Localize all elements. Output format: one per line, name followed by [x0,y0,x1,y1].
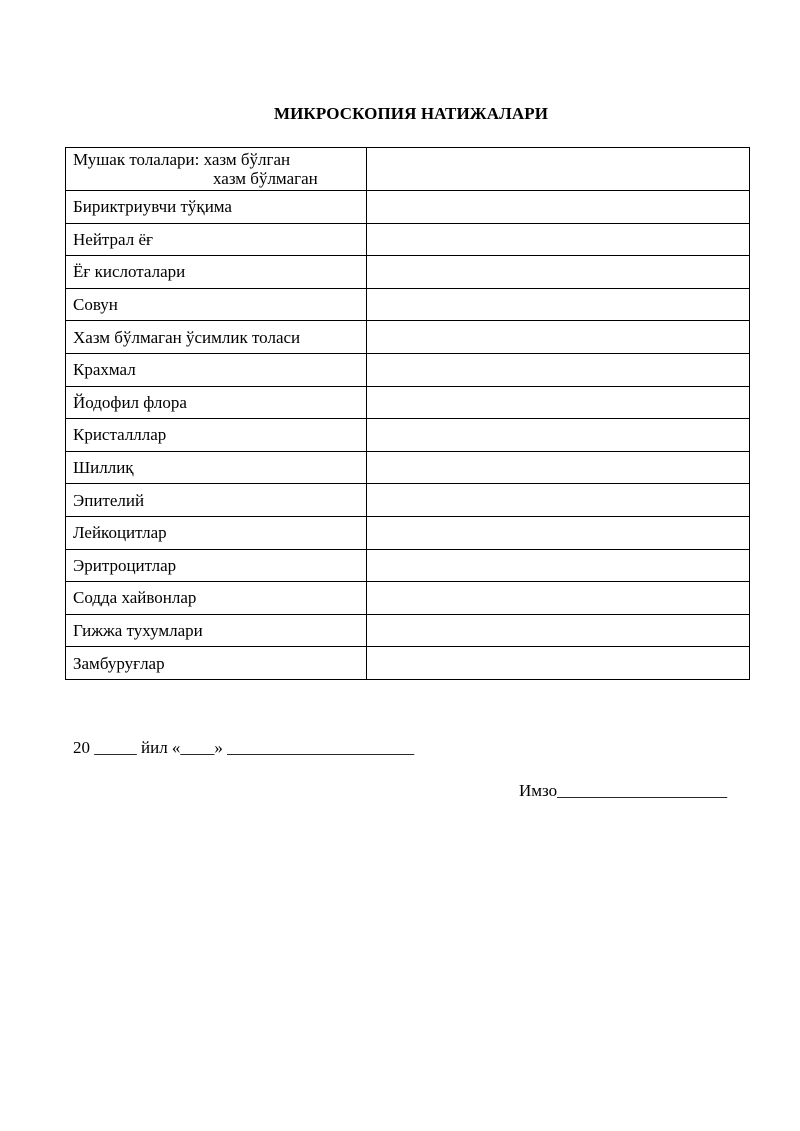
table-row [66,484,750,517]
row-value-field[interactable] [367,451,750,484]
row-value-field[interactable] [367,614,750,647]
table-row [66,353,750,386]
table-row [66,288,750,321]
row-value-field[interactable] [367,419,750,452]
date-line: 20 _____ йил «____» ______________________ [73,738,415,757]
row-label: Эпителий [66,484,367,517]
row-value-field[interactable] [367,647,750,680]
row-value-field[interactable] [367,321,750,354]
row-label: Гижжа тухумлари [66,614,367,647]
row-value-field[interactable] [367,288,750,321]
table-row [66,614,750,647]
row-value-field[interactable] [367,516,750,549]
table-row [66,582,750,615]
row-value-field[interactable] [367,256,750,289]
microscopy-results-table [65,147,750,680]
table-row [66,516,750,549]
row-label: Замбуруғлар [66,647,367,680]
row-label: Йодофил флора [66,386,367,419]
row-value-field[interactable] [367,582,750,615]
document-title: МИКРОСКОПИЯ НАТИЖАЛАРИ [273,104,549,123]
row-value-field[interactable] [367,191,750,224]
row-label: Шиллиқ [66,451,367,484]
table-row [66,419,750,452]
table-row [66,647,750,680]
row-value-field[interactable] [367,223,750,256]
row-label: Содда хайвонлар [66,582,367,615]
row-label: Крахмал [66,353,367,386]
table-row [66,386,750,419]
table-row [66,321,750,354]
row-value-field[interactable] [367,549,750,582]
muscle-fibers-digested-label: Мушак толалари: хазм бўлган [73,150,291,169]
table-row [66,451,750,484]
row-label: Нейтрал ёғ [66,223,367,256]
muscle-fibers-undigested-label: хазм бўлмаган [213,169,318,188]
row-label: Кристалллар [66,419,367,452]
row-label: Хазм бўлмаган ўсимлик толаси [66,321,367,354]
row-value-field[interactable] [367,148,750,191]
table-row [66,191,750,224]
row-label: Ёғ кислоталари [66,256,367,289]
table-row [66,148,750,191]
row-label-muscle-fibers [66,148,367,191]
row-label: Бириктриувчи тўқима [66,191,367,224]
row-label: Лейкоцитлар [66,516,367,549]
row-value-field[interactable] [367,353,750,386]
row-label: Совун [66,288,367,321]
row-value-field[interactable] [367,484,750,517]
table-row [66,223,750,256]
table-row [66,549,750,582]
table-row [66,256,750,289]
row-value-field[interactable] [367,386,750,419]
signature-line: Имзо____________________ [519,781,728,800]
row-label: Эритроцитлар [66,549,367,582]
